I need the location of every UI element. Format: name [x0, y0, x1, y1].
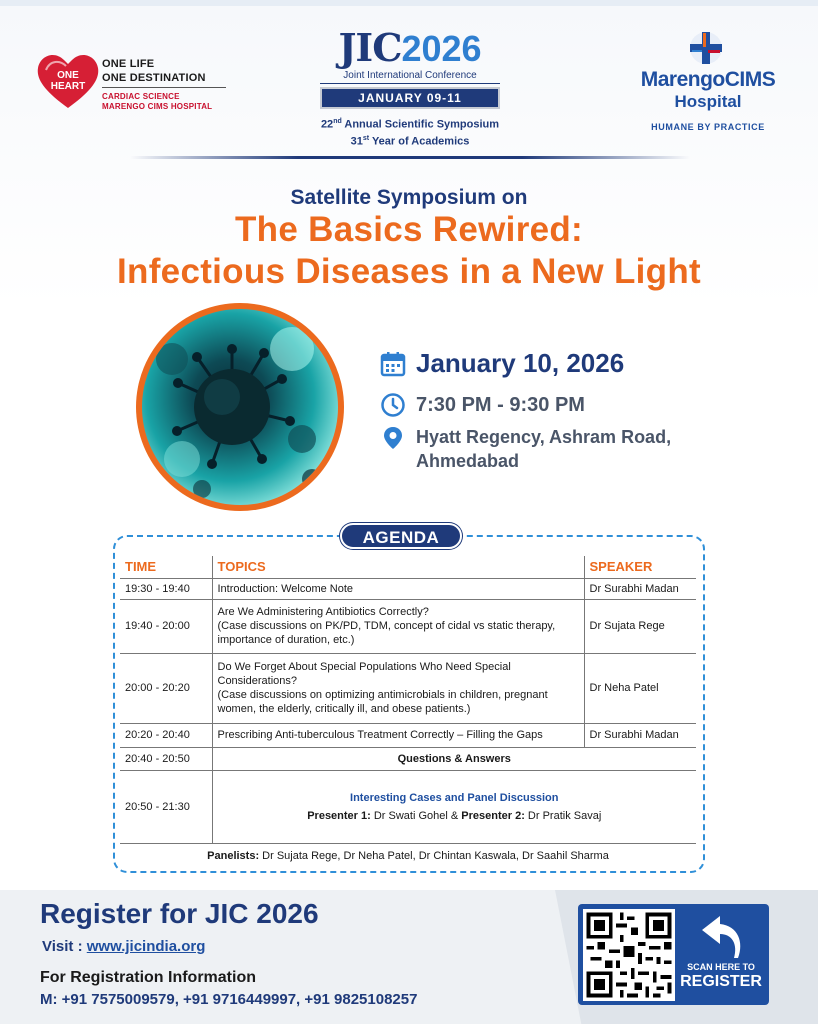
one-heart-line3: CARDIAC SCIENCE	[102, 92, 180, 101]
col-time: TIME	[120, 556, 212, 578]
qr-code-icon[interactable]	[583, 909, 675, 1001]
topic-detail: (Case discussions on optimizing antimicrobials in children, pregnant women, the elderly, critically ill, and obese patients.)	[217, 689, 548, 715]
event-date-row	[380, 348, 624, 379]
table-row	[120, 653, 696, 723]
symposium-kicker: Satellite Symposium on	[290, 186, 528, 209]
register-title: Register for JIC 2026	[40, 898, 319, 929]
academics-text: Year of Academics	[369, 135, 470, 148]
row-topic: Questions & Answers	[212, 747, 696, 770]
title-line2: Infectious Diseases in a New Light	[117, 252, 701, 291]
row-speaker: Dr Surabhi Madan	[584, 578, 696, 599]
event-time-row	[380, 392, 585, 418]
table-row	[120, 599, 696, 653]
jic-year: 2026	[401, 28, 482, 69]
table-row	[120, 747, 696, 770]
event-time: 7:30 PM - 9:30 PM	[416, 393, 585, 416]
table-row	[120, 770, 696, 843]
topic-title: Interesting Cases and Panel Discussion	[350, 791, 559, 804]
clock-icon	[380, 392, 406, 418]
presenter2-label: Presenter 2:	[461, 809, 525, 822]
symposium-text: Annual Scientific Symposium	[341, 118, 500, 131]
marengo-name	[628, 68, 788, 92]
jic-dates: JANUARY 09-11	[320, 87, 500, 109]
jic-logo	[320, 25, 500, 148]
heart-badge-line1: ONE	[57, 70, 79, 81]
col-speaker: SPEAKER	[584, 556, 696, 578]
website-link[interactable]: www.jicindia.org	[86, 938, 206, 955]
panelists-names: Dr Sujata Rege, Dr Neha Patel, Dr Chintan Kaswala, Dr Saahil Sharma	[259, 850, 609, 862]
venue-line1: Hyatt Regency, Ashram Road,	[416, 427, 672, 447]
topic-title: Are We Administering Antibiotics Correctly?	[217, 606, 429, 618]
registration-info-label: For Registration Information	[40, 969, 256, 986]
academics-num: 31	[350, 135, 363, 148]
row-time: 19:40 - 20:00	[120, 599, 212, 653]
jic-symposium	[320, 115, 500, 132]
row-topic: Prescribing Anti-tuberculous Treatment Correctly – Filling the Gaps	[212, 723, 584, 747]
one-heart-divider	[102, 87, 226, 88]
panelists-label: Panelists:	[207, 850, 260, 862]
symposium-sup: nd	[333, 118, 342, 125]
row-topic	[212, 770, 696, 843]
marengo-logo	[628, 30, 788, 140]
row-time: 20:00 - 20:20	[120, 653, 212, 723]
marengo-tagline: HUMANE BY PRACTICE	[651, 122, 765, 132]
row-time: 20:20 - 20:40	[120, 723, 212, 747]
curved-arrow-icon	[694, 912, 750, 960]
phone-numbers: M: +91 7575009579, +91 9716449997, +91 9825108257	[40, 991, 418, 1008]
symposium-num: 22	[320, 118, 334, 131]
top-bar	[0, 0, 818, 6]
heart-badge-line2: HEART	[50, 81, 86, 92]
event-date: January 10, 2026	[416, 348, 625, 378]
row-topic	[212, 653, 584, 723]
visit-line	[42, 938, 205, 955]
one-heart-line4: MARENGO CIMS HOSPITAL	[102, 102, 213, 111]
row-speaker: Dr Surabhi Madan	[584, 723, 696, 747]
presenter2: Dr Pratik Savaj	[524, 809, 602, 822]
academics-sup: st	[362, 134, 370, 142]
row-speaker: Dr Neha Patel	[584, 653, 696, 723]
one-heart-line2: ONE DESTINATION	[102, 72, 206, 84]
row-topic: Introduction: Welcome Note	[212, 578, 584, 599]
marengo-hospital: Hospital	[674, 92, 742, 111]
virus-illustration	[142, 309, 338, 505]
event-venue-row	[380, 425, 671, 473]
col-topics: TOPICS	[212, 556, 584, 578]
visit-label: Visit :	[42, 938, 87, 955]
title-line1: The Basics Rewired:	[234, 210, 584, 249]
calendar-icon	[380, 351, 406, 377]
jic-academics	[320, 132, 500, 149]
virus-image	[142, 309, 338, 505]
agenda-table	[120, 556, 696, 844]
venue-line2: Ahmedabad	[416, 451, 520, 471]
one-heart-logo	[36, 52, 236, 118]
row-topic	[212, 599, 584, 653]
table-row	[120, 723, 696, 747]
agenda-label: AGENDA	[340, 523, 462, 549]
panelists	[120, 850, 696, 862]
jic-title-text: JIC	[338, 25, 402, 70]
agenda-header-row	[120, 556, 696, 578]
row-time: 19:30 - 19:40	[120, 578, 212, 599]
cross-icon	[686, 30, 726, 66]
topic-title: Do We Forget About Special Populations Who Need Special Considerations?	[217, 661, 511, 687]
table-row	[120, 578, 696, 599]
header-divider	[130, 156, 690, 159]
virus-image-frame	[136, 303, 344, 511]
row-time: 20:40 - 20:50	[120, 747, 212, 770]
marengo-cims-text: CIMS	[724, 68, 776, 91]
row-speaker: Dr Sujata Rege	[584, 599, 696, 653]
event-venue	[416, 425, 671, 473]
presenters	[218, 809, 692, 823]
marengo-name-text: Marengo	[640, 68, 725, 91]
scan-label-line1: SCAN HERE TO	[687, 962, 755, 972]
location-pin-icon	[380, 425, 406, 451]
jic-title	[320, 25, 500, 70]
jic-subtitle: Joint International Conference	[320, 70, 500, 84]
heart-badge-text	[40, 70, 96, 92]
row-time: 20:50 - 21:30	[120, 770, 212, 843]
topic-detail: (Case discussions on PK/PD, TDM, concept of cidal vs static therapy, importance of duration, etc.)	[217, 620, 556, 646]
presenter1-label: Presenter 1:	[307, 809, 371, 822]
scan-label-line2: REGISTER	[680, 973, 762, 990]
one-heart-line1: ONE LIFE	[102, 58, 155, 70]
presenter1: Dr Swati Gohel &	[370, 809, 462, 822]
